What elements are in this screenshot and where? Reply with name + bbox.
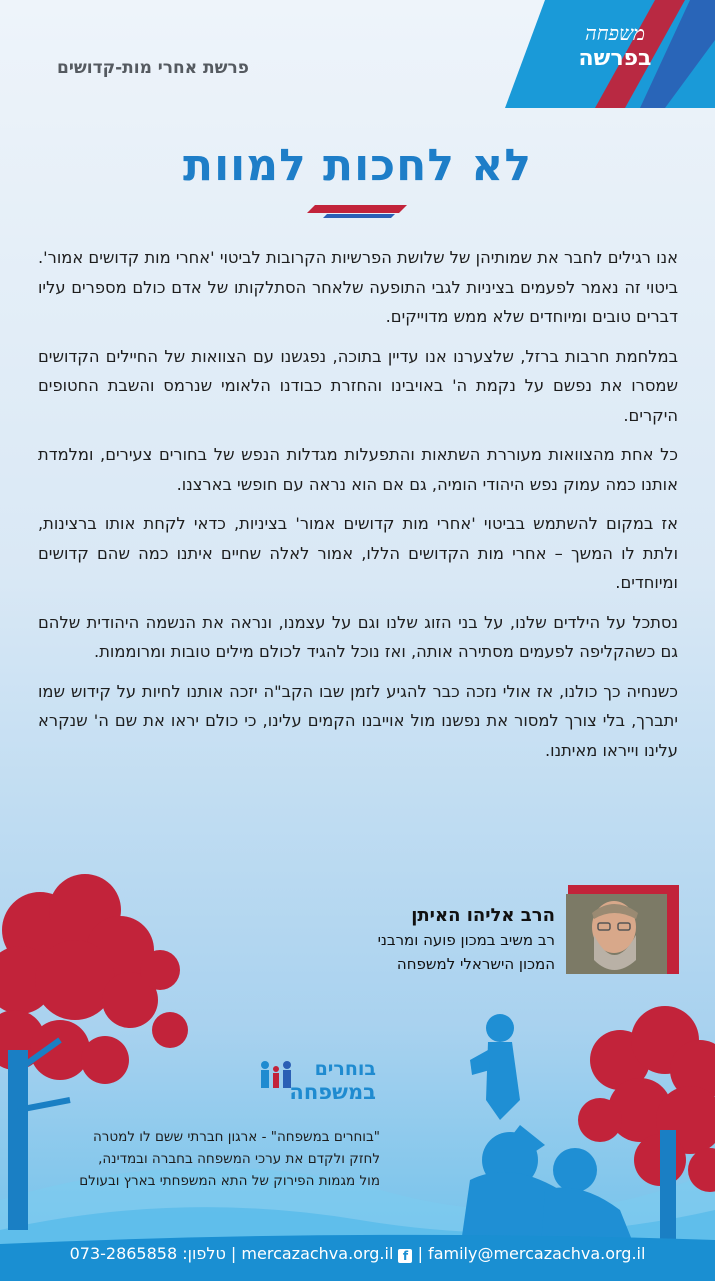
footer-phone-label: טלפון:: [182, 1244, 226, 1263]
author-portrait: [566, 885, 679, 974]
org-logo: [258, 1058, 376, 1126]
org-description: [40, 1126, 380, 1192]
title-underline: [307, 205, 407, 219]
right-tree: [578, 1006, 715, 1192]
author-role-line2: המכון הישראלי למשפחה: [396, 955, 555, 973]
facebook-icon[interactable]: f: [398, 1249, 412, 1263]
left-tree: [0, 874, 188, 1084]
org-logo-line2: במשפחה: [289, 1080, 376, 1104]
org-desc-line2: לחזק ולקדם את ערכי המשפחה בחברה ובמדינה,: [98, 1151, 380, 1167]
author-role-line1: רב משיב במכון פועה ומרבני: [377, 931, 555, 949]
paragraph-2: במלחמת חרבות ברזל, שלצערנו אנו עדיין בתוכה, נפגשנו עם הצוואות של החיילים הקדושים שמסרו את נפשם על נקמת ה' באויבינו והחזרת כבודנו הלאומי שנרמס והשבת החטופים היקרים.: [38, 346, 678, 425]
author-name: הרב אליהו האיתן: [411, 905, 555, 926]
org-desc-line3: מול מגמות הפירוק של התא המשפחתי בארץ ובעולם: [79, 1173, 380, 1189]
paragraph-6: כשנחיה כך כולנו, אז אולי נזכה כבר להגיע לזמן שבו הקב"ה יזכה אותנו לחיות על קידוש שמו יתברך, בלי צורך למסור את נפשנו מול אוייבנו הקמים עלינו, כי כולם יראו את שם ה' שנקרא עלינו וייראו מאיתנו.: [38, 681, 678, 760]
org-logo-line1: בוחרים: [314, 1058, 376, 1080]
parsha-name: [57, 58, 457, 78]
paragraph-1: אנו רגילים לחבר את שמותיהן של שלושת הפרשיות הקרובות לביטוי 'אחרי מות קדושים אמור'. ביטוי זה נאמר לפעמים בציניות לגבי התופעה שלאחר הסתלקותו של אדם כולם מספרים עליו דברים טובים ומיוחדים שלא ממש מדוייקים.: [38, 248, 678, 326]
paragraph-5: נסתכל על הילדים שלנו, על בני הזוג שלנו וגם על עצמנו, ונראה את הנשמה היהודית שלהם גם כשהקליפה לפעמים מסתירה אותה, ואז נוכל להגיד לכולם מילים טובות ומרוממות.: [38, 612, 678, 661]
footer-site[interactable]: mercazachva.org.il: [241, 1244, 394, 1263]
footer-phone[interactable]: 073-2865858: [69, 1244, 178, 1263]
footer-contact: family@mercazachva.org.il | f mercazachva.org.il | טלפון: 073-2865858: [69, 1244, 646, 1263]
footer-email[interactable]: family@mercazachva.org.il: [428, 1244, 646, 1263]
org-desc-line1: "בוחרים במשפחה" - ארגון חברתי ששם לו למטרה: [92, 1129, 380, 1145]
article-title: לא לחכות למוות: [183, 140, 532, 191]
brand-line2: בפרשה: [578, 46, 652, 71]
paragraph-3: כל אחת מהצוואות מעוררת השתאות והתפעלות מגדלות הנפש של בחורים צעירים, ומלמדת אותנו כמה עמוק נפש היהודי הומיה, גם אם הוא נראה עם חופשי בארצנו.: [38, 445, 678, 494]
author-info: [295, 904, 555, 976]
brand-logo: [565, 20, 665, 72]
brand-line1: משפחה: [584, 21, 646, 45]
paragraph-4: אז במקום להשתמש בביטוי 'אחרי מות קדושים אמור' בציניות, כדאי לקחת אותו ברצינות, ולתת לו המשך – אחרי מות הקדושים הללו, אמור לאלה שחיים איתנו כמה שהם קדושים ומיוחדים.: [38, 514, 678, 592]
parsha-label: פרשת אחרי מות-קדושים: [57, 58, 249, 78]
article-body: [38, 243, 678, 775]
